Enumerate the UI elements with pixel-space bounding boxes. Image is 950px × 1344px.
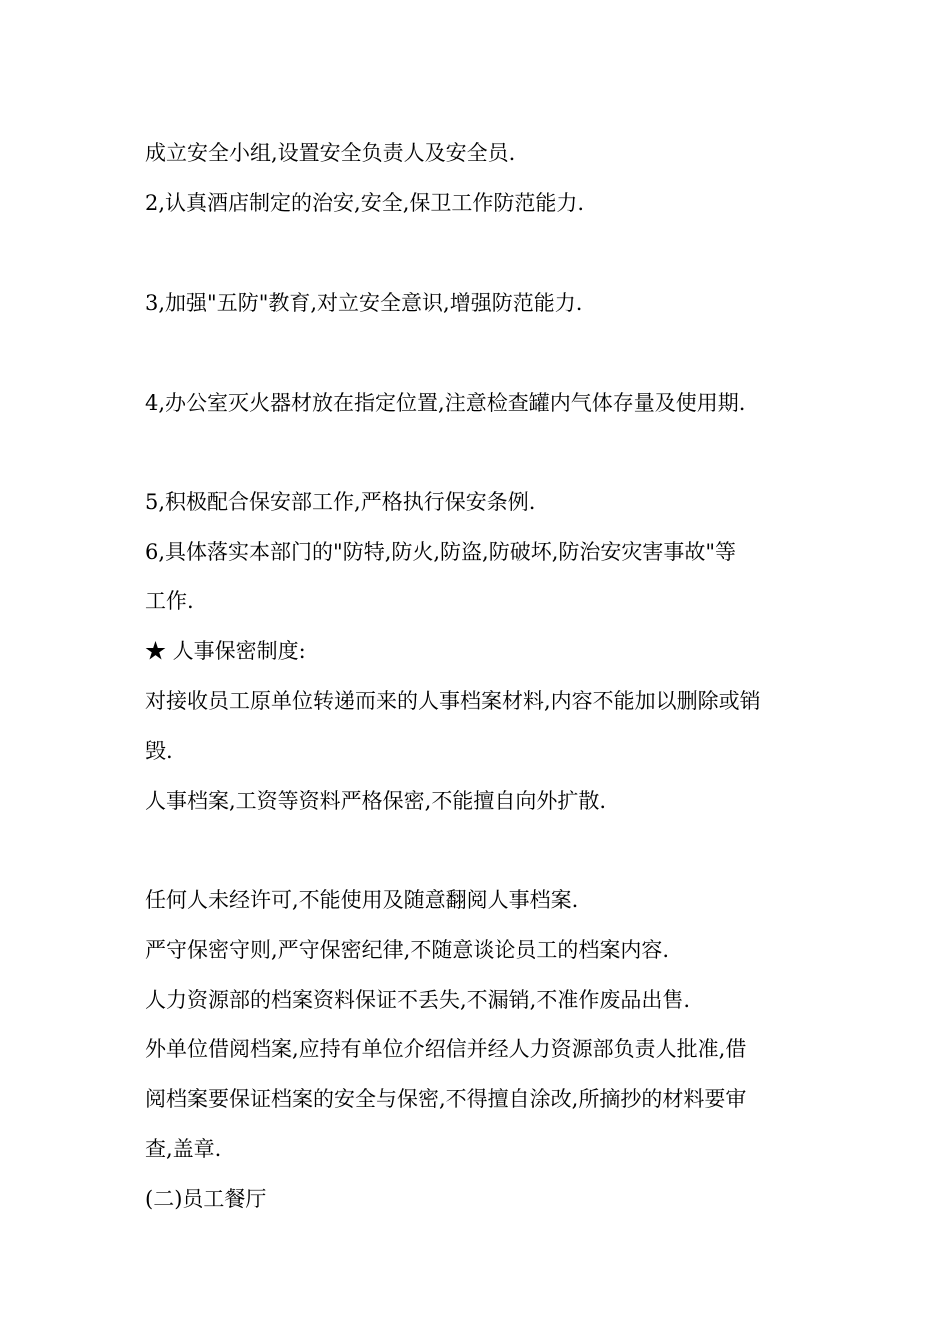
text-line-2: 2,认真酒店制定的治安,安全,保卫工作防范能力. bbox=[145, 191, 585, 215]
text-line-1: 成立安全小组,设置安全负责人及安全员. bbox=[145, 141, 516, 165]
text-line-5: 5,积极配合保安部工作,严格执行保安条例. bbox=[145, 490, 536, 514]
section-heading-personnel-confidentiality: ★ 人事保密制度: bbox=[145, 639, 306, 663]
text-line-10: 毁. bbox=[145, 739, 173, 763]
text-line-14: 人力资源部的档案资料保证不丢失,不漏销,不准作废品出售. bbox=[145, 988, 691, 1012]
text-line-9: 对接收员工原单位转递而来的人事档案材料,内容不能加以删除或销 bbox=[145, 689, 761, 713]
text-line-13: 严守保密守则,严守保密纪律,不随意谈论员工的档案内容. bbox=[145, 938, 670, 962]
text-line-6: 6,具体落实本部门的"防特,防火,防盗,防破坏,防治安灾害事故"等 bbox=[145, 540, 737, 564]
section-heading-staff-canteen: (二)员工餐厅 bbox=[145, 1187, 267, 1211]
text-line-12: 任何人未经许可,不能使用及随意翻阅人事档案. bbox=[145, 888, 579, 912]
text-line-11: 人事档案,工资等资料严格保密,不能擅自向外扩散. bbox=[145, 789, 607, 813]
text-line-4: 4,办公室灭火器材放在指定位置,注意检查罐内气体存量及使用期. bbox=[145, 391, 746, 415]
text-line-15: 外单位借阅档案,应持有单位介绍信并经人力资源部负责人批准,借 bbox=[145, 1037, 747, 1061]
text-line-17: 查,盖章. bbox=[145, 1137, 222, 1161]
text-line-7: 工作. bbox=[145, 589, 194, 613]
text-line-16: 阅档案要保证档案的安全与保密,不得擅自涂改,所摘抄的材料要审 bbox=[145, 1087, 747, 1111]
text-line-3: 3,加强"五防"教育,对立安全意识,增强防范能力. bbox=[145, 291, 583, 315]
